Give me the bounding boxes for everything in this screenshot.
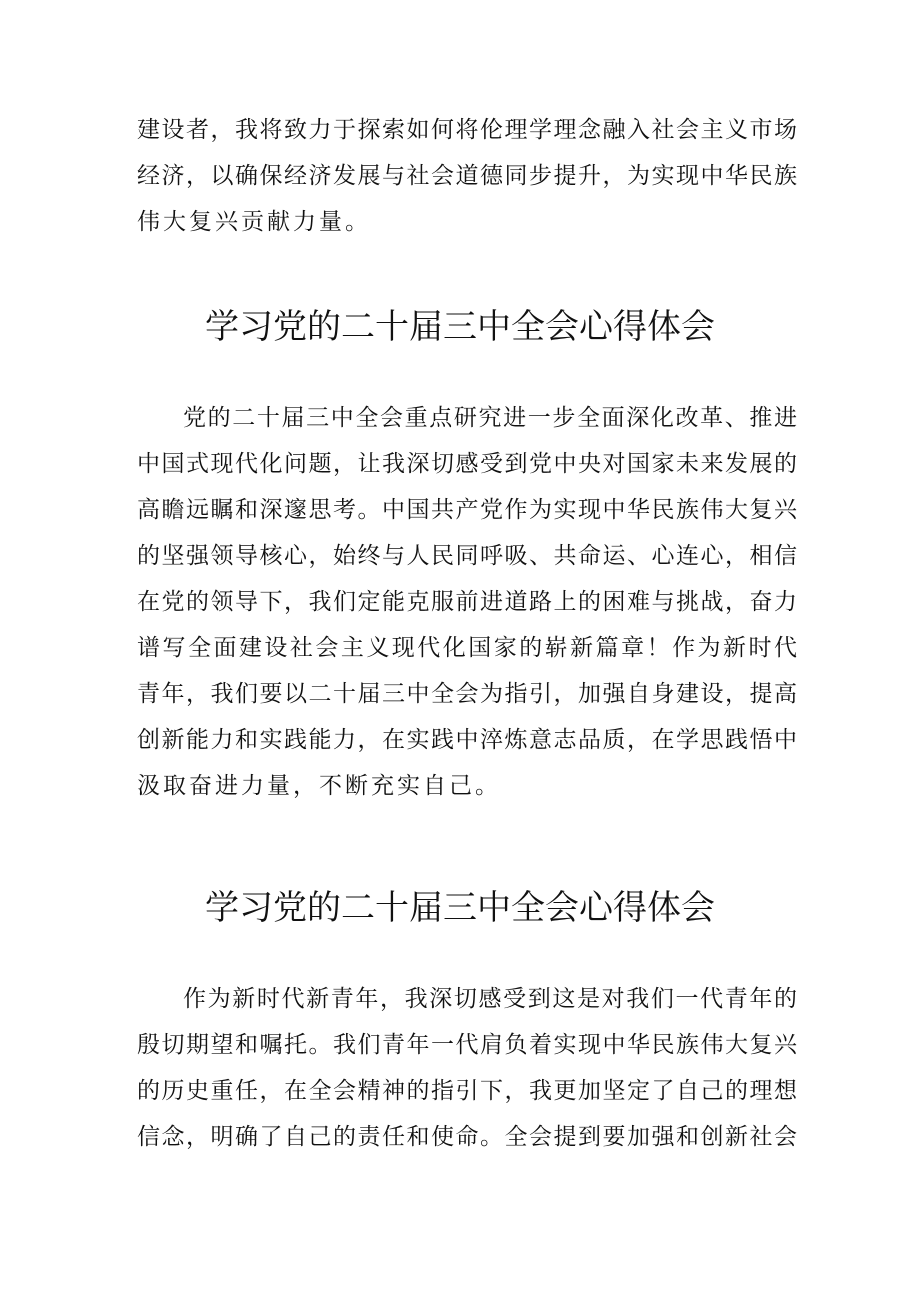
paragraph-line: 建设者，我将致力于探索如何将伦理学理念融入社会主义市场 (137, 117, 797, 143)
paragraph-line: 的坚强领导核心，始终与人民同呼吸、共命运、心连心，相信 (137, 543, 797, 569)
paragraph-line: 党的二十届三中全会重点研究进一步全面深化改革、推进 (183, 405, 797, 431)
paragraph-line: 高瞻远瞩和深邃思考。中国共产党作为实现中华民族伟大复兴 (137, 497, 797, 523)
paragraph-line: 信念，明确了自己的责任和使命。全会提到要加强和创新社会 (137, 1124, 797, 1150)
paragraph-line: 创新能力和实践能力，在实践中淬炼意志品质，在学思践悟中 (137, 727, 797, 753)
paragraph-line: 中国式现代化问题，让我深切感受到党中央对国家未来发展的 (137, 451, 797, 477)
paragraph-line: 谱写全面建设社会主义现代化国家的崭新篇章！作为新时代 (137, 635, 797, 661)
paragraph-line: 伟大复兴贡献力量。 (137, 209, 371, 235)
section-title: 学习党的二十届三中全会心得体会 (205, 307, 715, 347)
paragraph-line: 在党的领导下，我们定能克服前进道路上的困难与挑战，奋力 (137, 589, 797, 615)
paragraph-line: 的历史重任，在全会精神的指引下，我更加坚定了自己的理想 (137, 1078, 797, 1104)
paragraph-line: 殷切期望和嘱托。我们青年一代肩负着实现中华民族伟大复兴 (137, 1032, 797, 1058)
section-title: 学习党的二十届三中全会心得体会 (205, 888, 715, 928)
paragraph-line: 汲取奋进力量，不断充实自己。 (137, 773, 501, 799)
paragraph-line: 青年，我们要以二十届三中全会为指引，加强自身建设，提高 (137, 681, 797, 707)
paragraph-line: 经济，以确保经济发展与社会道德同步提升，为实现中华民族 (137, 163, 797, 189)
paragraph-line: 作为新时代新青年，我深切感受到这是对我们一代青年的 (183, 986, 797, 1012)
